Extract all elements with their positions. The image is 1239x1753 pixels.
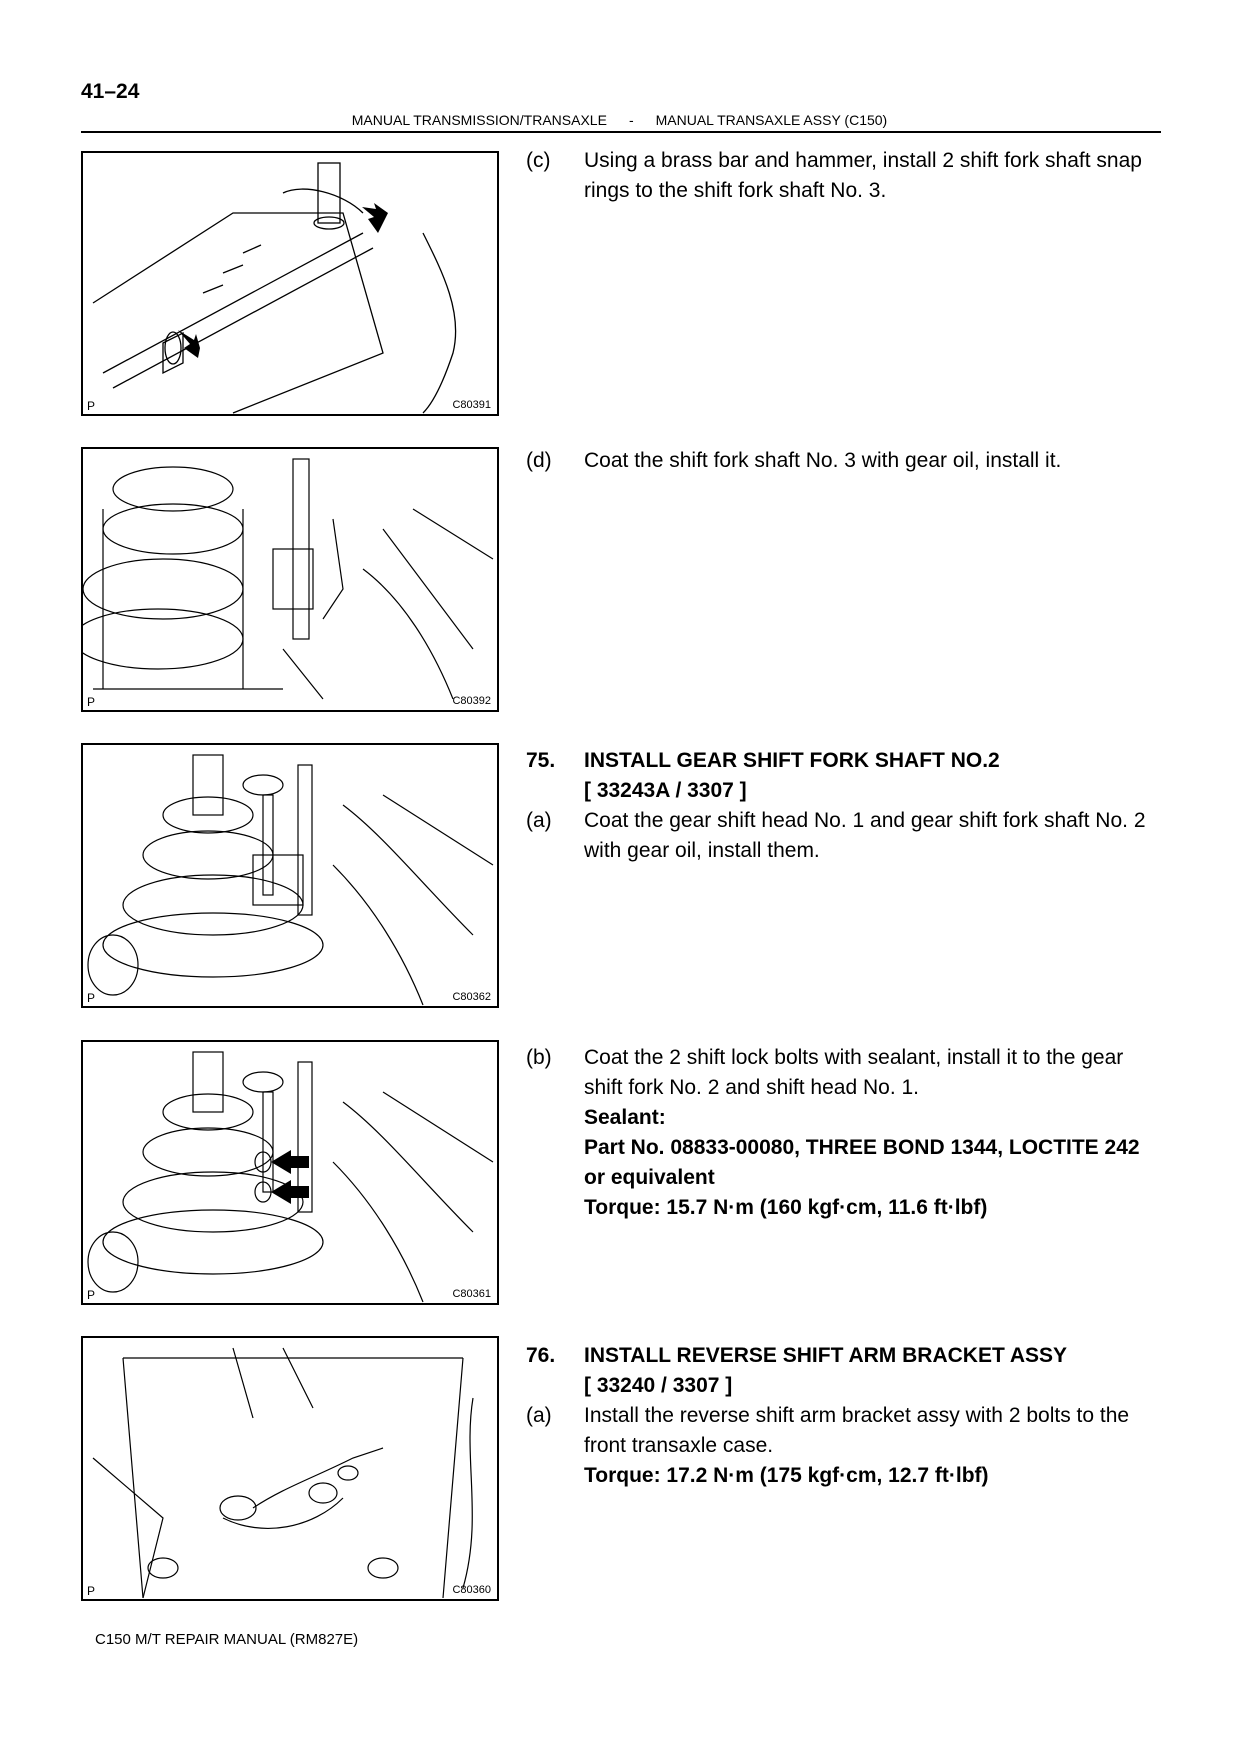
figure-p-mark: P [87, 1584, 96, 1598]
gear-assembly-illustration [83, 745, 499, 1008]
step-title: INSTALL REVERSE SHIFT ARM BRACKET ASSY [584, 1344, 1068, 1367]
figure-p-mark: P [87, 991, 96, 1005]
header-separator: - [628, 112, 634, 128]
figure-code: C80391 [452, 399, 491, 411]
step-code: [ 33240 / 3307 ] [584, 1374, 733, 1397]
figure-reverse-shift-arm-bracket [81, 1336, 499, 1601]
figure-code: C80361 [452, 1288, 491, 1300]
step-label: (c) [526, 149, 551, 172]
step-76-heading [526, 1341, 1161, 1401]
step-text: Using a brass bar and hammer, install 2 shift fork shaft snap rings to the shift fork shaft No. 3. [584, 149, 1142, 202]
figure-snap-rings [81, 151, 499, 416]
sealant-value: Part No. 08833-00080, THREE BOND 1344, LOCTITE 242 or equivalent [584, 1136, 1140, 1189]
figure-shift-fork-shaft-2 [81, 743, 499, 1008]
step-label: (d) [526, 449, 552, 472]
step-75b [526, 1043, 1161, 1223]
step-label: (a) [526, 1404, 552, 1427]
step-75-heading [526, 746, 1161, 806]
figure-p-mark: P [87, 1288, 96, 1302]
subsection-title: MANUAL TRANSAXLE ASSY (C150) [655, 112, 888, 128]
step-75a [526, 806, 1161, 866]
step-number: 76. [526, 1344, 556, 1367]
figure-shift-fork-shaft-3 [81, 447, 499, 712]
step-label: (b) [526, 1046, 552, 1069]
gear-assembly-illustration [83, 449, 499, 712]
step-text: Install the reverse shift arm bracket assy with 2 bolts to the front transaxle case. [584, 1404, 1130, 1457]
torque-spec: Torque: 15.7 N·m (160 kgf·cm, 11.6 ft·lbf) [584, 1196, 988, 1219]
bracket-illustration [83, 1338, 499, 1601]
figure-p-mark: P [87, 399, 96, 413]
step-title: INSTALL GEAR SHIFT FORK SHAFT NO.2 [584, 749, 1000, 772]
step-text: Coat the gear shift head No. 1 and gear shift fork shaft No. 2 with gear oil, install them. [584, 809, 1146, 862]
step-text: Coat the 2 shift lock bolts with sealant, install it to the gear shift fork No. 2 and shift head No. 1. [584, 1046, 1124, 1099]
header-rule [81, 131, 1161, 133]
figure-code: C80362 [452, 991, 491, 1003]
page-number: 41–24 [81, 80, 140, 103]
step-code: [ 33243A / 3307 ] [584, 779, 747, 802]
step-d [526, 446, 1161, 476]
step-text: Coat the shift fork shaft No. 3 with gear oil, install it. [584, 449, 1062, 472]
step-label: (a) [526, 809, 552, 832]
step-76a [526, 1401, 1161, 1491]
page-header [0, 112, 1239, 128]
section-title: MANUAL TRANSMISSION/TRANSAXLE [351, 112, 607, 128]
page-footer: C150 M/T REPAIR MANUAL (RM827E) [95, 1631, 359, 1648]
sealant-label: Sealant: [584, 1106, 666, 1129]
step-c [526, 146, 1161, 206]
figure-code: C80392 [452, 695, 491, 707]
figure-shift-lock-bolts [81, 1040, 499, 1305]
step-number: 75. [526, 749, 556, 772]
gear-assembly-illustration [83, 1042, 499, 1305]
snap-ring-illustration [83, 153, 499, 416]
figure-p-mark: P [87, 695, 96, 709]
torque-spec: Torque: 17.2 N·m (175 kgf·cm, 12.7 ft·lbf) [584, 1464, 989, 1487]
figure-code: C80360 [452, 1584, 491, 1596]
